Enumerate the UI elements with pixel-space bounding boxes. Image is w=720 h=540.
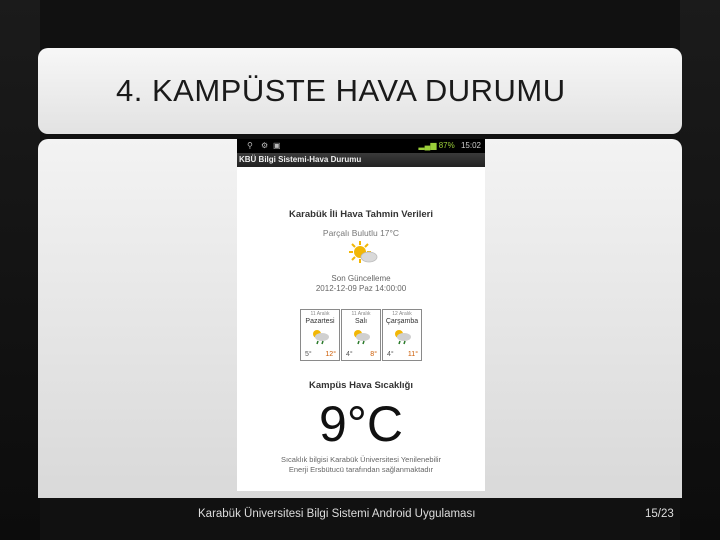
current-condition: Parçalı Bulutlu 17°C xyxy=(322,228,400,238)
day-high: 12° xyxy=(325,351,336,358)
slide-title: 4. KAMPÜSTE HAVA DURUMU xyxy=(116,73,566,108)
day-card xyxy=(300,309,340,361)
signal-icon: ▂▄▆ xyxy=(418,141,437,150)
day-date: 11 Aralık xyxy=(310,311,330,317)
day-date: 12 Aralık xyxy=(392,311,412,317)
day-card xyxy=(341,309,381,361)
phone-screenshot xyxy=(237,139,485,491)
background-right xyxy=(680,0,720,540)
forecast-heading: Karabük İli Hava Tahmin Verileri xyxy=(289,209,433,220)
day-date: 11 Aralık xyxy=(351,311,371,317)
settings-icon: ⚙ xyxy=(261,141,269,150)
day-high: 8° xyxy=(370,351,377,358)
clock: 15:02 xyxy=(460,141,481,150)
app-title: KBÜ Bilgi Sistemi-Hava Durumu xyxy=(239,155,362,164)
background-left xyxy=(0,0,40,540)
battery-level: 87% xyxy=(438,141,455,150)
campus-temperature: 9°C xyxy=(319,396,403,452)
usb-icon: ⚲ xyxy=(247,141,253,150)
day-name: Salı xyxy=(354,318,368,325)
image-icon: ▣ xyxy=(273,141,281,150)
day-name: Çarşamba xyxy=(385,318,419,325)
slide-footer: Karabük Üniversitesi Bilgi Sistemi Android Uygulaması xyxy=(198,508,476,520)
rain-icon xyxy=(351,327,371,345)
campus-heading: Kampüs Hava Sıcaklığı xyxy=(308,380,414,391)
day-low: 5° xyxy=(305,351,312,358)
day-low: 4° xyxy=(387,351,394,358)
rain-icon xyxy=(392,327,412,345)
update-time: 2012-12-09 Paz 14:00:00 xyxy=(315,284,407,293)
day-high: 11° xyxy=(407,351,418,358)
day-card xyxy=(382,309,422,361)
status-right xyxy=(419,141,482,150)
update-label: Son Güncelleme xyxy=(331,274,391,283)
partly-cloudy-icon xyxy=(348,240,378,268)
source-note: Sıcaklık bilgisi Karabük Üniversitesi Yenilenebilir Enerji Ersbütucü tarafından sağlanmaktadır xyxy=(280,455,442,474)
status-bar xyxy=(237,139,485,153)
day-low: 4° xyxy=(346,351,353,358)
app-title-bar xyxy=(237,153,485,167)
rain-icon xyxy=(310,327,330,345)
page-number: 15/23 xyxy=(645,508,674,520)
day-name: Pazartesi xyxy=(305,318,335,325)
